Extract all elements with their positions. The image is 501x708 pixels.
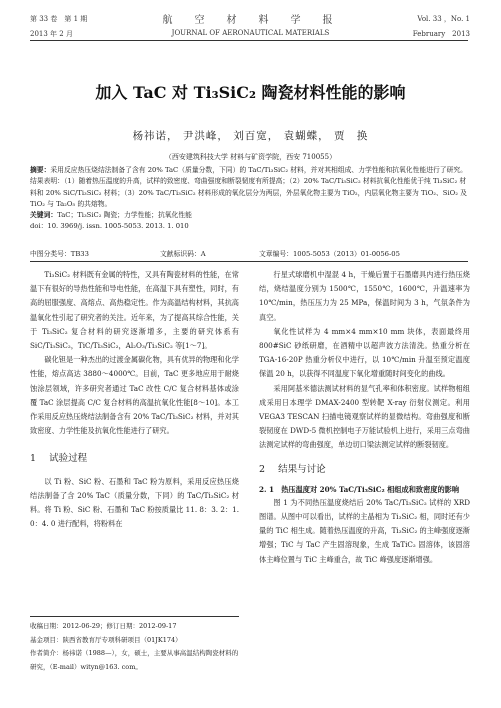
section-heading-2 [259, 463, 470, 477]
document-code: 文献标识码：A [160, 250, 206, 258]
footnote-rule [30, 616, 239, 617]
section-title: 试验过程 [49, 453, 88, 465]
journal-title-en: JOURNAL OF AERONAUTICAL MATERIALS [171, 29, 330, 37]
doi: doi：10. 3969/j. issn. 1005-5053. 2013. 1. 010 [30, 222, 189, 231]
method-paragraph: 采用阿基米德法测试材料的显气孔率和体积密度。试样物相组成采用日本理学 DMAX-2400 型转靶 X-ray 衍射仪测定。利用 VEGA3 TESCAN 扫描电镜观察试样的显微结构。弯曲强度和断裂韧度在 DWD-5 微机控制电子万能试验机上进行，采用三点弯曲法测定试样的弯曲强度，单边切口梁法测定试样的断裂韧度。 [259, 383, 470, 450]
author-bio: 作者简介：杨祎诺（1988—），女，硕士，主要从事高温结构陶瓷材料的研究，（E-mail）wityn@163. com。 [30, 649, 239, 671]
left-column [30, 268, 239, 531]
intro-paragraph: 碳化钽是一种杰出的过渡金属碳化物，具有优异的物理和化学性能，熔点高达 3880～4000℃。目前，TaC 更多地应用于耐烧蚀涂层领域，许多研究者通过 TaC 改性 C/C 复合材料基体或涂覆 TaC 涂层提高 C/C 复合材料的高温抗氧化性能[8～10]。本工作采用反应热压烧结法制备含有 20% TaC/Ti₃SiC₂ 材料，并对其致密度、力学性能及抗氧化性能进行了研究。 [30, 355, 239, 436]
keywords [30, 210, 470, 221]
section-number: 1 [30, 453, 37, 465]
fund-info: 基金项目：陕西省教育厅专项科研项目（01JK174） [30, 635, 182, 644]
author-name: 尹洪峰， [182, 130, 229, 142]
article-title: 加入 TaC 对 Ti₃SiC₂ 陶瓷材料性能的影响 [95, 83, 406, 102]
abstract-label: 摘要： [30, 166, 51, 174]
article-number: 文章编号：1005-5053（2013）01-0056-05 [259, 250, 400, 258]
results-paragraph: 图 1 为不同热压温度烧结后 20% TaC/Ti₃SiC₂ 试样的 XRD 图谱。从图中可以看出，试样的主晶相为 Ti₃SiC₂ 相，同时还有少量的 TiC 相生成。随着热压温度的升高，Ti₃SiC₂ 的主峰强度逐渐增强；TiC 与 TaC 产生固溶现象，生成 TaTiC₂ 固溶体，该固溶体主峰位置与 TiC 主峰重合，故 TiC 峰强度逐渐增强。 [259, 497, 470, 564]
volume-issue-en: Vol. 33 ，No. 1 [417, 15, 470, 23]
author-name: 袁蝴蝶， [283, 130, 330, 142]
method-paragraph: 以 Ti 粉、SiC 粉、石墨和 TaC 粉为原料，采用反应热压烧结法制备了含 20% TaC（质量分数，下同）的 TaC/Ti₃SiC₂ 材料。将 Ti 粉、SiC 粉、石墨和 TaC 粉按质量比 11. 8：3. 2：1. 0：4. 0 进行配料，将粉料在 [30, 476, 239, 529]
keywords-label: 关键词： [30, 211, 58, 220]
abstract [30, 165, 470, 210]
subsection-heading: 2. 1 热压温度对 20% TaC/Ti₃SiC₂ 相组成和致密度的影响 [259, 484, 460, 494]
author-name: 贾 换 [333, 130, 369, 142]
method-paragraph: 氧化性试样为 4 mm×4 mm×10 mm 块体，表面最终用 800#SiC 砂纸研磨，在酒精中以超声波方法清洗。热重分析在 TGA-16-20P 热重分析仪中进行，以 10℃/min 升温至预定温度保温 20 h，以获得不同温度下氧化增重随时间变化的曲线。 [259, 326, 470, 379]
abstract-rule [30, 261, 468, 262]
received-date: 收稿日期：2012-06-29；修订日期：2012-09-17 [30, 622, 177, 630]
footnote [30, 620, 239, 674]
intro-paragraph: Ti₃SiC₂ 材料既有金属的特性，又具有陶瓷材料的性能，在常温下有很好的导热性能和导电性能，在高温下具有塑性，同时，有高的屈服强度、高熔点、高热稳定性。作为高温结构材料，其抗高温氧化性引起了研究者的关注。近年来，为了提高其综合性能，关于 Ti₃SiC₂ 复合材料的研究逐渐增多，主要的研究体系有 SiC/Ti₃SiC₂，TiC/Ti₃SiC₂，Al₂O₃/Ti₃SiC₂ 等[1～7]。 [30, 270, 239, 351]
affiliation: （西安建筑科技大学 材料与矿资学院，西安 710055） [164, 153, 337, 161]
author-name: 杨祎诺， [132, 130, 179, 142]
keywords-text: TaC；Ti₃SiC₂ 陶瓷；力学性能；抗氧化性能 [57, 211, 192, 220]
method-paragraph: 行星式球磨机中湿混 4 h，干燥后置于石墨磨具内进行热压烧结，烧结温度分别为 1500℃，1550℃，1600℃，升温速率为 10℃/min，热压压力为 25 MPa，保温时间为 3 h，气氛条件为真空。 [259, 270, 470, 322]
author-name: 刘百宽， [233, 130, 280, 142]
volume-issue: 第 33 卷 第 1 期 [30, 15, 88, 23]
abstract-text: 采用反应热压烧结法制备了含有 20% TaC（质量分数，下同）的 TaC/Ti₃SiC₂ 材料，并对其相组成、力学性能和抗氧化性能进行了研究。结果表明：（1）随着热压温度的升高，试样的致密度、弯曲强度和断裂韧度有所提高；（2）20% TaC/Ti₃SiC₂ 材料抗氧化性能优于纯 Ti₃SiC₂ 材料和 20% SiC/Ti₃SiC₂ 材料；（3）20% TaC/Ti₃SiC₂ 材料形成的氧化层分为两层，外层氧化物主要为 TiO₂，内层氧化物主要为 TiO₂、SiO₂ 及 TiO₂ 与 Ta₂O₅ 的共熔物。 [30, 166, 467, 208]
journal-title-cn: 航 空 材 料 学 报 [162, 15, 339, 26]
section-heading-1 [30, 452, 239, 466]
header-rule [30, 40, 468, 41]
publish-date-cn: 2013 年 2 月 [30, 30, 73, 38]
abstract-block [30, 165, 470, 233]
section-number: 2 [259, 463, 266, 475]
section-title: 结果与讨论 [278, 463, 326, 475]
right-column [259, 268, 470, 567]
clc-number: 中图分类号：TB33 [30, 250, 89, 258]
publish-date-en: February 2013 [412, 30, 470, 38]
author-list [0, 128, 501, 143]
